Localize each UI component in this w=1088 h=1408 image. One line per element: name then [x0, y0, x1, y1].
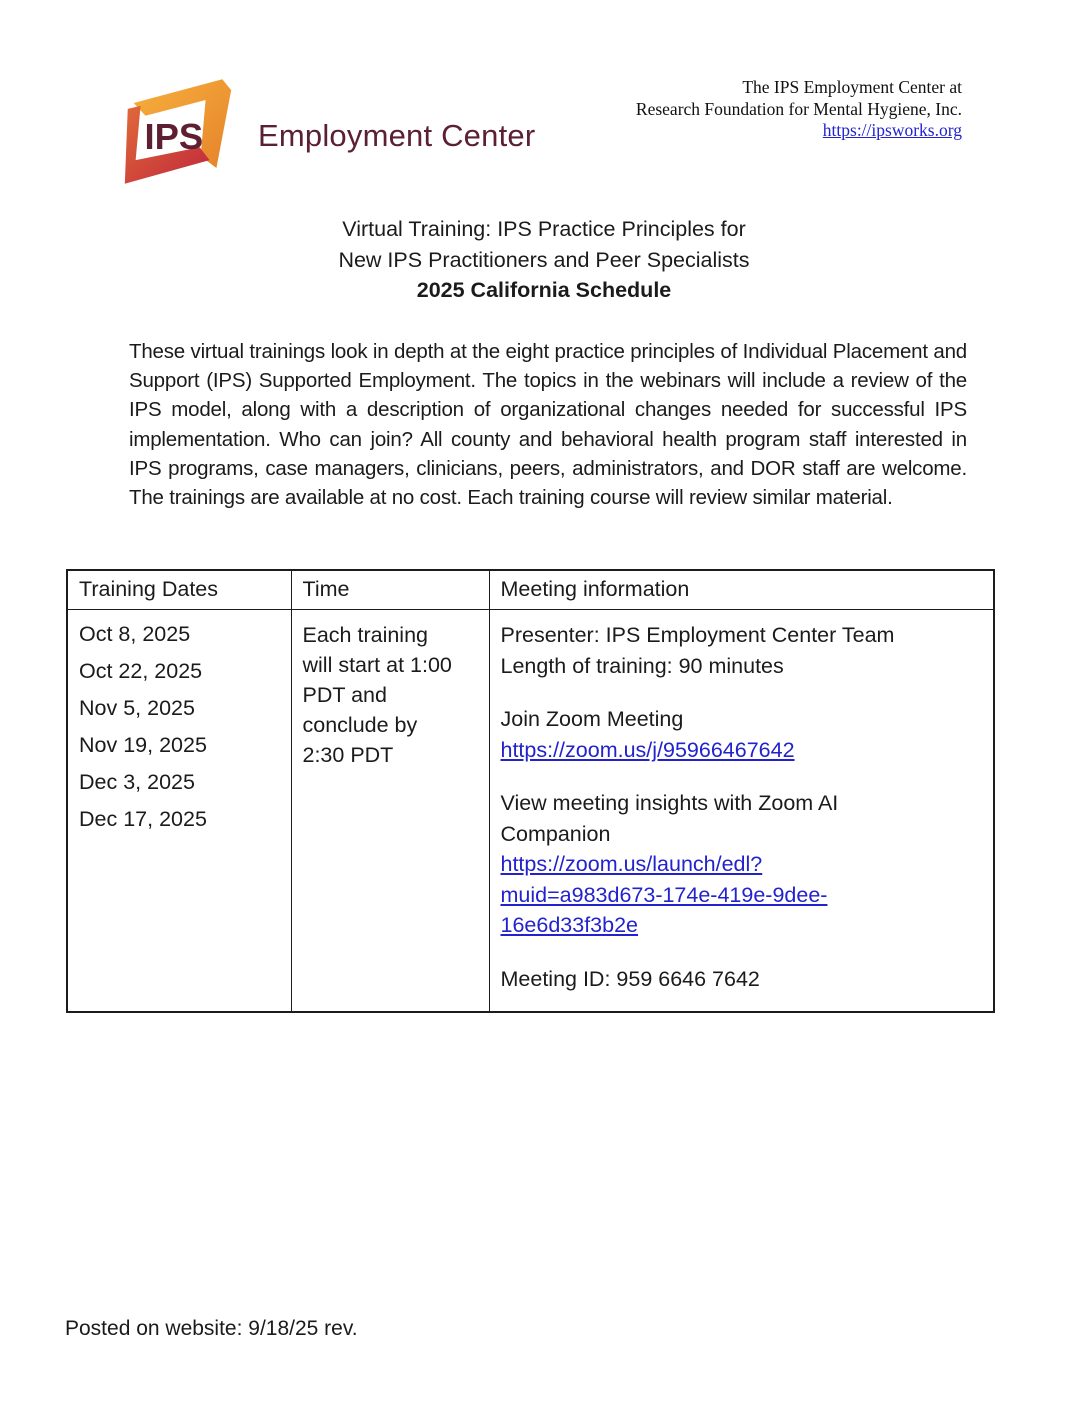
ai-companion-group: [501, 788, 901, 941]
letterhead: [636, 77, 962, 142]
training-length-text: Length of training: 90 minutes: [500, 653, 784, 678]
meeting-id-group: [501, 964, 901, 995]
training-date: Oct 8, 2025: [79, 622, 191, 646]
time-text-line: conclude by: [302, 713, 418, 737]
ai-companion-label: View meeting insights with Zoom AI Companion: [500, 791, 839, 846]
column-header-meeting-information: Meeting information: [489, 570, 994, 610]
time-text-line: PDT and: [302, 683, 387, 707]
logo-text: IPS: [144, 116, 204, 158]
time-text-line: will start at 1:00: [302, 653, 452, 677]
ips-logo-icon: [112, 76, 244, 189]
column-header-training-dates: Training Dates: [67, 570, 291, 610]
letterhead-line2: Research Foundation for Mental Hygiene, Inc.: [635, 98, 962, 119]
title-line1: Virtual Training: IPS Practice Principles for: [342, 217, 746, 241]
training-date: Oct 22, 2025: [79, 659, 203, 683]
ipsworks-link[interactable]: https://ipsworks.org: [822, 120, 962, 140]
page-title: [0, 214, 1088, 306]
join-zoom-group: [501, 704, 901, 765]
logo-wordmark: Employment Center: [258, 118, 536, 153]
training-date: Nov 19, 2025: [79, 733, 207, 757]
join-zoom-label: Join Zoom Meeting: [500, 707, 684, 731]
meeting-id-text: Meeting ID: 959 6646 7642: [500, 966, 760, 991]
meeting-information-cell: [489, 610, 994, 1012]
presenter-text: Presenter: IPS Employment Center Team: [500, 623, 895, 647]
training-date: Nov 5, 2025: [79, 696, 195, 720]
table-header-row: [67, 570, 994, 610]
table-body-row: [67, 610, 994, 1012]
training-date: Dec 3, 2025: [79, 770, 195, 794]
meeting-information-content: [501, 620, 901, 994]
column-header-time: Time: [291, 570, 489, 610]
time-text-line: 2:30 PDT: [302, 743, 394, 767]
time-text-line: Each training: [302, 623, 428, 647]
training-date: Dec 17, 2025: [79, 807, 207, 831]
letterhead-line1: The IPS Employment Center at: [742, 77, 962, 97]
intro-paragraph: These virtual trainings look in depth at the eight practice principles of Individual Placement and Support (IPS) Supported Employment. The topics in the webinars will include a review of the IPS model, along with a description of organizational changes needed for successful IPS implementation. Who can join? All county and behavioral health program staff interested in IPS programs, case managers, clinicians, peers, administrators, and DOR staff are welcome. The trainings are available at no cost. Each training course will review similar material.: [129, 340, 967, 510]
zoom-ai-companion-link[interactable]: https://zoom.us/launch/edl?muid=a983d673-174e-419e-9dee-16e6d33f3b2e: [500, 852, 828, 937]
time-cell: [291, 610, 489, 1012]
title-line2: New IPS Practitioners and Peer Specialists: [338, 247, 750, 272]
presenter-group: [501, 620, 901, 681]
posted-date-note: Posted on website: 9/18/25 rev.: [65, 1317, 358, 1340]
title-line3: 2025 California Schedule: [416, 278, 672, 302]
zoom-join-link[interactable]: https://zoom.us/j/95966467642: [500, 737, 795, 762]
training-dates-cell: [67, 610, 291, 1012]
schedule-table: [66, 569, 995, 1013]
